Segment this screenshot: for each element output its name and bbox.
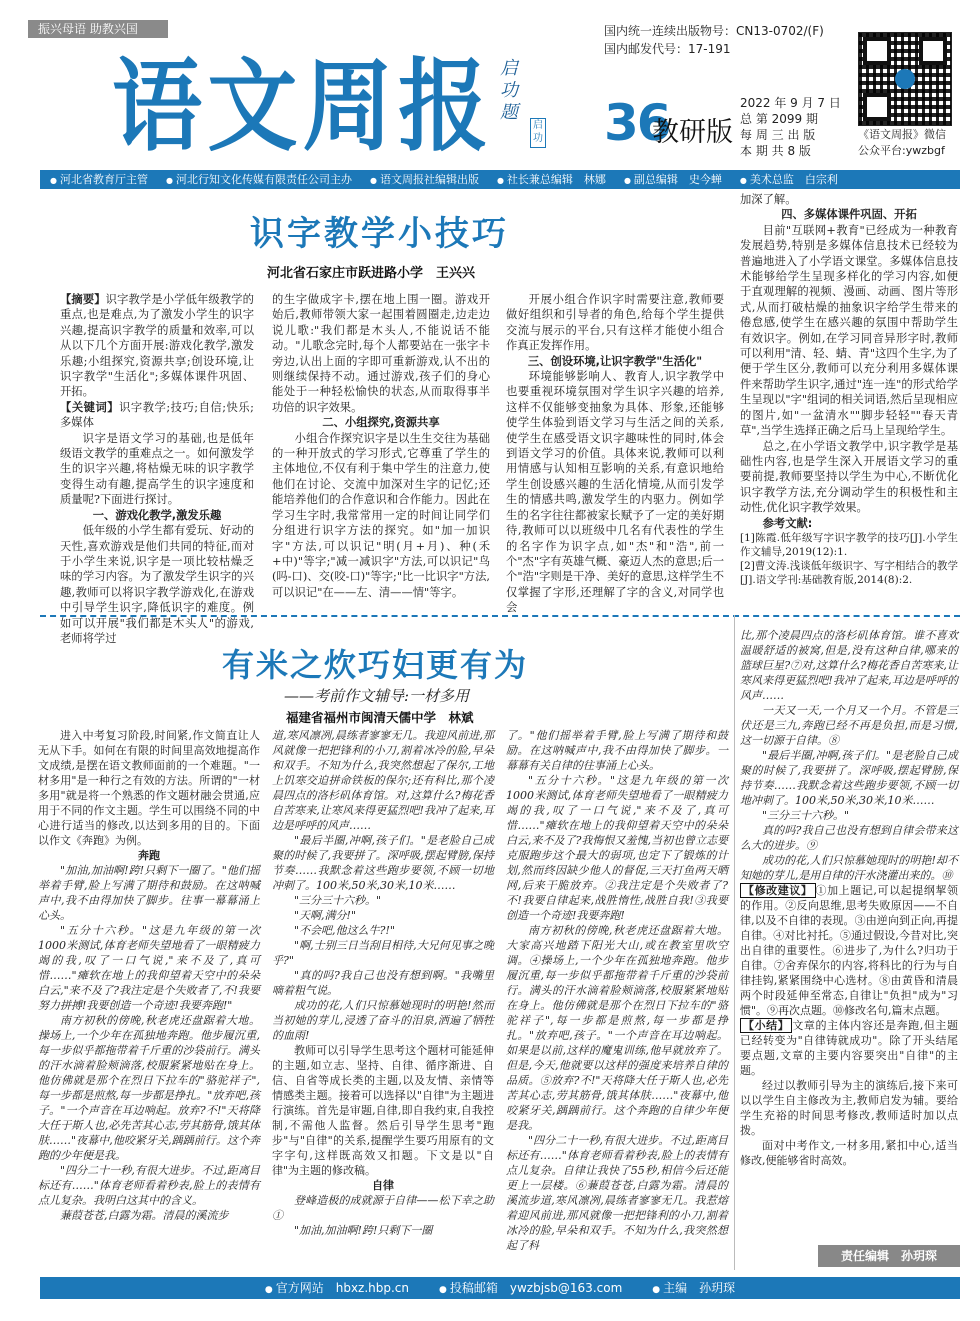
- paragraph: 小组合作探究识字是以生生交往为基础的一种开放式的学习形式,它尊重了学生的主体地位,不仅有利于集中学生的注意力,使他们在讨论、交流中加深对生字的记忆;还能培养他们的合作意识和合作能力。因此在学习生字时,我常常用一定的时间让同学们分组进行识字方法的探究。如"加一加识字"方法,可以识记"明(月+月)、种(禾+中)"等字;"减一减识字"方法,可以识记"鸟(吗-口)、交(咬-口)"等字;"比一比识字"方法,可以识记"在——左、清——情"等字。: [272, 431, 490, 599]
- article1-title: 识字教学小技巧: [250, 214, 509, 254]
- paragraph: 环境能够影响人、教育人,识字教学中也要重视环境氛围对学生识字兴趣的培养,这样不仅能够变抽象为具体、形象,还能够使学生体验到语文学习与生活之间的关系,使学生在感受语文识字趣味性的同时,体会到语文学习的价值。具体来说,教师可以利用情感与认知相互影响的关系,有意识地给学生创设感兴趣的生活化情境,从而引发学生的情感共鸣,激发学生的内驱力。例如学生的名字往往都被家长赋予了一定的美好期待,教师可以以班级中几名有代表性的学生的名字作为识字点,如"杰"和"浩",前一个"杰"字有英雄气概、豪迈人杰的意思;后一个"浩"字则是干净、美好的意思,这样学生不仅掌握了字形,还理解了字的含义,对同学也会: [506, 370, 724, 615]
- paragraph: 教师可以引导学生思考这个题材可能延伸的主题,如立志、坚持、自律、循序渐进、自信、自省等成长类的主题,以及友情、亲情等情感类主题。接着可以选择以"自律"为主题进行演练。首先是审题,自律,即自我约束,自我控制,不需他人监督。然后引导学生思考"跑步"与"自律"的关系,提醒学生要巧用原有的文字字句,这样既高效又扣题。下文是以"自律"为主题的修改稿。: [272, 1044, 494, 1177]
- issn-line: 国内统一连续出版物号：CN13-0702/(F): [604, 24, 824, 38]
- credit-item: ● 社长兼总编辑 林娜: [487, 170, 614, 189]
- article2-byline: 福建省福州市闽清天儒中学 林斌: [286, 710, 474, 725]
- article2-column-2: [272, 728, 494, 1270]
- essay-paragraph: "五分十六秒。"这是九年级的第一次1000米测试,体育老师失望地看了一眼精疲力竭的我,叹了一口气说,"来不及了,真可惜……"瘫软在地上的我仰望着天空中的朵朵白云,"来不及了?我注定是个失败者了,不!我要努力拼搏!我要创造一个奇迹!我要奔跑!": [38, 924, 260, 1012]
- revision-label: 【修改建议】: [740, 883, 816, 898]
- section-heading: 四、多媒体课件巩固、开拓: [781, 208, 917, 222]
- masthead-logo: 语文周报: [112, 47, 494, 165]
- paragraph: 经过以教师引导为主的演练后,接下来可以以学生自主修改为主,教师启发为辅。要给学生充裕的时间思考修改,教师适时加以点拨。: [740, 1079, 958, 1137]
- article1-column-3: [506, 292, 724, 615]
- article1-column-2: [272, 292, 490, 604]
- paragraph: 的生字做成字卡,摆在地上围一圈。游戏开始后,教师带领大家一起围着圆圈走,边走边说儿歌:"我们都是木头人,不能说话不能动。"儿歌念完时,每个人都要站在一张字卡旁边,认出上面的字即可重新游戏,认不出的则继续保持不动。通过游戏,孩子们的身心能处于一种轻松愉快的状态,从而取得事半功倍的识字效果。: [272, 293, 490, 414]
- credit-item: ● 河北省教育厅主管: [40, 170, 156, 189]
- paragraph: 面对中考作文,一材多用,紧扣中心,适当修改,便能够省时高效。: [740, 1139, 958, 1167]
- essay-paragraph: "加油,加油啊!跨!只剩下一圈: [294, 1224, 433, 1237]
- revision-notes: [740, 883, 958, 1018]
- essay-paragraph: "不会吧,他这么牛?!": [294, 924, 395, 937]
- seal-stamp: 启功: [530, 118, 546, 148]
- paragraph: 目前"互联网+教育"已经成为一种教育发展趋势,特别是多媒体信息技术已经较为普遍地进入了小学语文课堂。多媒体信息技术能够给学生呈现多样化的学习内容,如便于直观理解的视频、漫画、动画、图片等形式,从而打破枯燥的抽象识字给学生带来的倦怠感,使学生在感兴趣的氛围中帮助学生有效识字。例如,在学习同音异形字时,教师可以利用"清、轻、蜻、青"这四个生字,为了便于学生区分,教师可以充分利用多媒体课件来帮助学生识字,通过"连一连"的形式给学生呈现以"字"组词的相关词语,然后呈现相应的图片,如"一盆清水""脚步轻轻""春天青草",当学生选择正确之后马上呈现给学生。: [740, 223, 958, 438]
- paragraph: 进入中考复习阶段,时间紧,作文简直让人无从下手。如何在有限的时间里高效地提高作文成绩,是摆在语文教师面前的一个难题。"一材多用"是一种行之有效的方法。所谓的"一材多用"就是将一个熟悉的作文题材融会贯通,应用于不同的作文主题。学生可以围绕不同的中心进行适当的修改,以达到多用的目的。下面以作文《奔跑》为例。: [38, 729, 260, 847]
- article2-title: 有米之炊巧妇更有为: [222, 646, 529, 684]
- keywords-label: 【关键词】: [60, 400, 120, 414]
- article2-column-4: [740, 628, 958, 1240]
- credit-item: ● 美术总监 白宗利: [730, 170, 846, 189]
- essay-paragraph: "四分二十一秒,有很大进步。不过,距离目标还有……"体育老师看着秒表,脸上的表情有点儿复杂。我明白这其中的含义。: [38, 1164, 260, 1207]
- footer-email: ● 投稿邮箱 ywzbjsb@163.com: [439, 1277, 622, 1299]
- summary-text: 文章的主体内容还是奔跑,但主题已经转变为"自律铸就成功"。除了开头结尾要点题,文章的主要内容要突出"自律"的主题。: [740, 1019, 959, 1077]
- essay-paragraph: 了。"他们摇举着手臂,脸上写满了期待和鼓励。在这呐喊声中,我不由得加快了脚步。一幕幕有关自律的往事涌上心头。: [506, 729, 728, 772]
- footer-chief-editor: ● 主编 孙玥琛: [652, 1277, 735, 1299]
- revision-text: ①加上题记,可以起提纲挈领的作用。②反向思维,思考失败原因——不自律,以及不自律的表现。③由逆向到正向,再提自律。④对比衬托。⑤通过假设,今昔对比,突出自律的重要性。⑥进步了,为什么?归功于自律。⑦舍弃保尔的内容,将科比的行为与自律挂钩,紧紧围绕中心选材。⑧由黄昏和清晨两个时段延伸至常态,自律让"负担"成为"习惯"。⑨再次点题。⑩修改名句,篇末点题。: [740, 884, 958, 1017]
- paragraph: 识字是语文学习的基础,也是低年级语文教学的重难点之一。如何激发学生的识字兴趣,将枯燥无味的识字教学变得生动有趣,提高学生的识字速度和质量呢?下面进行探讨。: [60, 431, 254, 507]
- article1-column-1: [60, 292, 254, 645]
- issue-total: 总 第 2099 期: [740, 112, 818, 126]
- abstract-label: 【摘要】: [60, 293, 106, 306]
- article2-subtitle: ——考前作文辅导:一材多用: [284, 687, 470, 705]
- essay-paragraph: 一天又一天,一个月又一个月。不管是三伏还是三九,奔跑已经不再是负担,而是习惯,这一切源于自律。⑧: [740, 704, 958, 747]
- wechat-info: [858, 127, 968, 159]
- issue-date: 2022 年 9 月 7 日: [740, 96, 841, 110]
- section-heading: 三、创设环境,让识字教学"生活化": [527, 354, 703, 368]
- essay-paragraph: "最后半圈,冲啊,孩子们。"是老脸自己成聚的时候了,我要拼了。深呼吸,摆起臂膀,保持节奏……我默念着这些跑步要领,不顾一切地冲刺了。100米,50米,30米,10米……: [272, 834, 494, 892]
- qr-code-icon: [858, 32, 952, 126]
- paragraph: 加深了解。: [740, 193, 797, 206]
- essay-epigraph: 登峰造极的成就源于自律——松下幸之助①: [272, 1194, 494, 1222]
- summary-label: 【小结】: [740, 1018, 792, 1033]
- essay-title: 奔跑: [138, 849, 160, 862]
- article1-column-4: [740, 192, 958, 604]
- footer-website: ● 官方网站 hbxz.hbp.cn: [265, 1277, 409, 1299]
- publication-info: [604, 22, 844, 58]
- qr-logo-icon: [895, 69, 915, 89]
- essay-paragraph: "三分三十六秒。": [294, 894, 382, 907]
- qr-corner: [919, 37, 947, 65]
- postal-code-line: 国内邮发代号：17-191: [604, 42, 731, 56]
- section-heading: 一、游戏化教学,激发乐趣: [92, 508, 222, 522]
- responsible-editor: 责任编辑 孙玥琛: [818, 1245, 960, 1267]
- issue-info: [740, 95, 850, 159]
- essay-paragraph: "最后半圈,冲啊,孩子们。"是老脸自己成聚的时候了,我要拼了。深呼吸,摆起臂膀,保持节奏……我默念着这些跑步要领,不顾一切地冲刺了。100米,50米,30米,10米……: [740, 749, 958, 807]
- footer-bar: [40, 1277, 960, 1299]
- section-heading: 二、小组探究,资源共享: [322, 416, 440, 430]
- essay-paragraph: 成功的花,人们只惊慕她现时的明艳!然而当初她的芽儿,浸透了奋斗的泪泉,洒遍了牺牲的血雨!: [272, 999, 494, 1042]
- credit-item: ● 河北行知文化传媒有限责任公司主办: [156, 170, 360, 189]
- essay-paragraph: 真的吗?我自己也没有想到自律会带来这么大的进步。⑨: [740, 824, 958, 852]
- wechat-line1: 《语文周报》微信: [858, 128, 946, 141]
- essay-paragraph: "啊,士别三日当刮目相待,大兄何见事之晚乎?": [272, 939, 494, 967]
- paragraph: 低年级的小学生都有爱玩、好动的天性,喜欢游戏是他们共同的特征,而对于小学生来说,识字是一项比较枯燥乏味的学习内容。为了激发学生识字的兴趣,教师可以将识字教学游戏化,在游戏中引导学生识字,降低识字的难度。例如可以开展"我们都是木头人"的游戏,老师将学过: [60, 524, 254, 645]
- edition-number: 36: [604, 94, 670, 152]
- essay-paragraph: 成功的花,人们只惊慕她现时的明艳!却不知她的芽儿,是用自律的汗水浇灌出来的。⑩: [740, 854, 958, 882]
- essay-paragraph: 蒹葭苍苍,白露为霜。清晨的溪流步: [60, 1209, 229, 1222]
- essay-paragraph: "天啊,满分!": [294, 909, 357, 922]
- edition-name: 教研版: [652, 117, 733, 148]
- essay-paragraph: 南方初秋的傍晚,秋老虎还盘踞着大地。大家高兴地踏下阳光大山,或在教室里吹空调。④操场上,一个少年在孤独地奔跑。他步履沉重,每一步似乎都拖带着千斤重的沙袋前行。满头的汗水滴着脸颊滴落,校服紧紧地贴在身上。他仿佛就是那个在烈日下拉车的"骆驼祥子",每一步都是煎熬,每一步都是挣扎。"放弃吧,孩子。"一个声音在耳边响起。如果是以前,这样的魔鬼训练,他早就放弃了。但是,今天,他就要以这样的强度来培养自律的品质。⑤放弃?不!"天将降大任于斯人也,必先苦其心志,劳其筋骨,饿其体肤……"夜幕中,他咬紧牙关,踽踽前行。这个奔跑的自律少年便是我。: [506, 924, 728, 1132]
- credit-item: ● 语文周报社编辑出版: [360, 170, 487, 189]
- article1-byline: 河北省石家庄市跃进路小学 王兴兴: [267, 266, 476, 281]
- essay-paragraph: 南方初秋的傍晚,秋老虎还盘踞着大地。操场上,一个少年在孤独地奔跑。他步履沉重,每一步似乎都拖带着千斤重的沙袋前行。满头的汗水滴着脸颊滴落,校服紧紧地贴在身上。他仿佛就是那个在烈日下拉车的"骆驼祥子",每一步都是煎熬,每一步都是挣扎。"放弃吧,孩子。"一个声音在耳边响起。放弃?不!"天将降大任于斯人也,必先苦其心志,劳其筋骨,饿其体肤……"夜幕中,他咬紧牙关,踽踽前行。这个奔跑的少年便是我。: [38, 1014, 260, 1162]
- references-heading: 参考文献:: [762, 516, 813, 530]
- article2-column-1: [38, 728, 260, 1270]
- essay-paragraph: 比,那个凌晨四点的洛杉矶体育馆。谁不喜欢温暖舒适的被窝,但是,没有这种自律,哪来的篮球巨星?⑦对,这算什么?梅花香自苦寒来,让寒风来得更猛烈吧!我冲了起来,耳边是呼呼的风声……: [740, 629, 958, 702]
- abstract-text: 识字教学是小学低年级教学的重点,也是难点,为了激发小学生的识字兴趣,提高识字教学的质量和效率,可以从以下几个方面开展:游戏化教学,激发乐趣;小组探究,资源共享;创设环境,让识字教学"生活化";多媒体课件巩固、开拓。: [60, 293, 254, 399]
- wechat-line2: 公众平台:ywzbgf: [858, 144, 945, 157]
- keywords-text: 识字教学;技巧;自信;快乐;多媒体: [60, 400, 254, 430]
- section-divider: [40, 615, 960, 617]
- qr-corner: [863, 93, 891, 121]
- article2-column-3: [506, 728, 728, 1270]
- essay-paragraph: "四分二十一秒,有很大进步。不过,距离目标还有……"体育老师看着秒表,脸上的表情有点儿复杂。自律让我快了55秒,相信今后还能更上一层楼。⑥蒹葭苍苍,白露为霜。清晨的溪流步道,寒风凛冽,晨练者寥寥无几。我惹熔着迎风前进,那风就像一把把锋利的小刀,割着冰冷的脸,早朵和双手。不知为什么,我突然想起了科: [506, 1134, 728, 1252]
- credit-item: ● 副总编辑 史今蝉: [614, 170, 730, 189]
- essay-title: 自律: [372, 1179, 394, 1192]
- paragraph: 开展小组合作识字时需要注意,教师要做好组织和引导者的角色,给每个学生提供交流与展示的平台,只有这样才能使小组合作真正发挥作用。: [506, 293, 724, 353]
- essay-paragraph: "三分三十六秒。": [762, 809, 850, 822]
- issue-pages: 本 期 共 8 版: [740, 144, 811, 158]
- qr-corner: [863, 37, 891, 65]
- reference-item: [2]曹文涛.浅谈低年级识字、写字相结合的教学[J].语文学刊:基础教育版,2014(8):2.: [740, 559, 958, 586]
- essay-paragraph: 道,寒风凛冽,晨练者寥寥无几。我迎风前进,那风就像一把把锋利的小刀,割着冰冷的脸,早朵和双手。不知为什么,我突然想起了保尔,工地上饥寒交迫拼命铁板的保尔;还有科比,那个凌晨四点的洛杉矶体育馆。对,这算什么?梅花香自苦寒来,让寒风来得更猛烈吧!我冲了起来,耳边是呼呼的风声……: [272, 729, 494, 832]
- paragraph: 总之,在小学语文教学中,识字教学是基础性内容,也是学生深入开展语文学习的重要前提,教师要坚持以学生为中心,不断优化识字教学方法,充分调动学生的积极性和主动性,优化识字教学效果。: [740, 439, 958, 515]
- tagline: 振兴母语 助教兴国: [28, 20, 168, 38]
- reference-item: [1]陈霞.低年级写字识字教学的技巧[J].小学生作文辅导,2019(12):1.: [740, 531, 958, 558]
- abstract: [60, 292, 254, 400]
- essay-paragraph: "加油,加油啊!跨!只剩下一圈了。"他们摇举着手臂,脸上写满了期待和鼓励。在这呐喊声中,我不由得加快了脚步。往事一幕幕涌上心头。: [38, 864, 260, 922]
- summary: [740, 1018, 958, 1078]
- calligraphy-signature: 启功题: [500, 58, 518, 123]
- essay-paragraph: "真的吗?我自己也没有想到啊。"我嘴里嘀着粗气说。: [272, 969, 494, 997]
- keywords: [60, 400, 254, 431]
- masthead-credits-bar: [40, 170, 960, 189]
- essay-paragraph: "五分十六秒。"这是九年级的第一次1000米测试,体育老师失望地看了一眼精疲力竭的我,叹了一口气说,"来不及了,真可惜……"瘫软在地上的我仰望着天空中的朵朵白云,来不及了?我悔恨又羞愧,当初也曾立志要克服跑步这个最大的弱项,也定下了锻炼的计划,然而终因缺少他人的督促,三天打鱼两天晒网,后来干脆放弃。②我注定是个失败者了?不!我要自律起来,战胜惰性,战胜自我!③我要创造一个奇迹!我要奔跑!: [506, 774, 728, 922]
- column-rule: [734, 615, 735, 1270]
- issue-frequency: 每 周 三 出 版: [740, 128, 816, 142]
